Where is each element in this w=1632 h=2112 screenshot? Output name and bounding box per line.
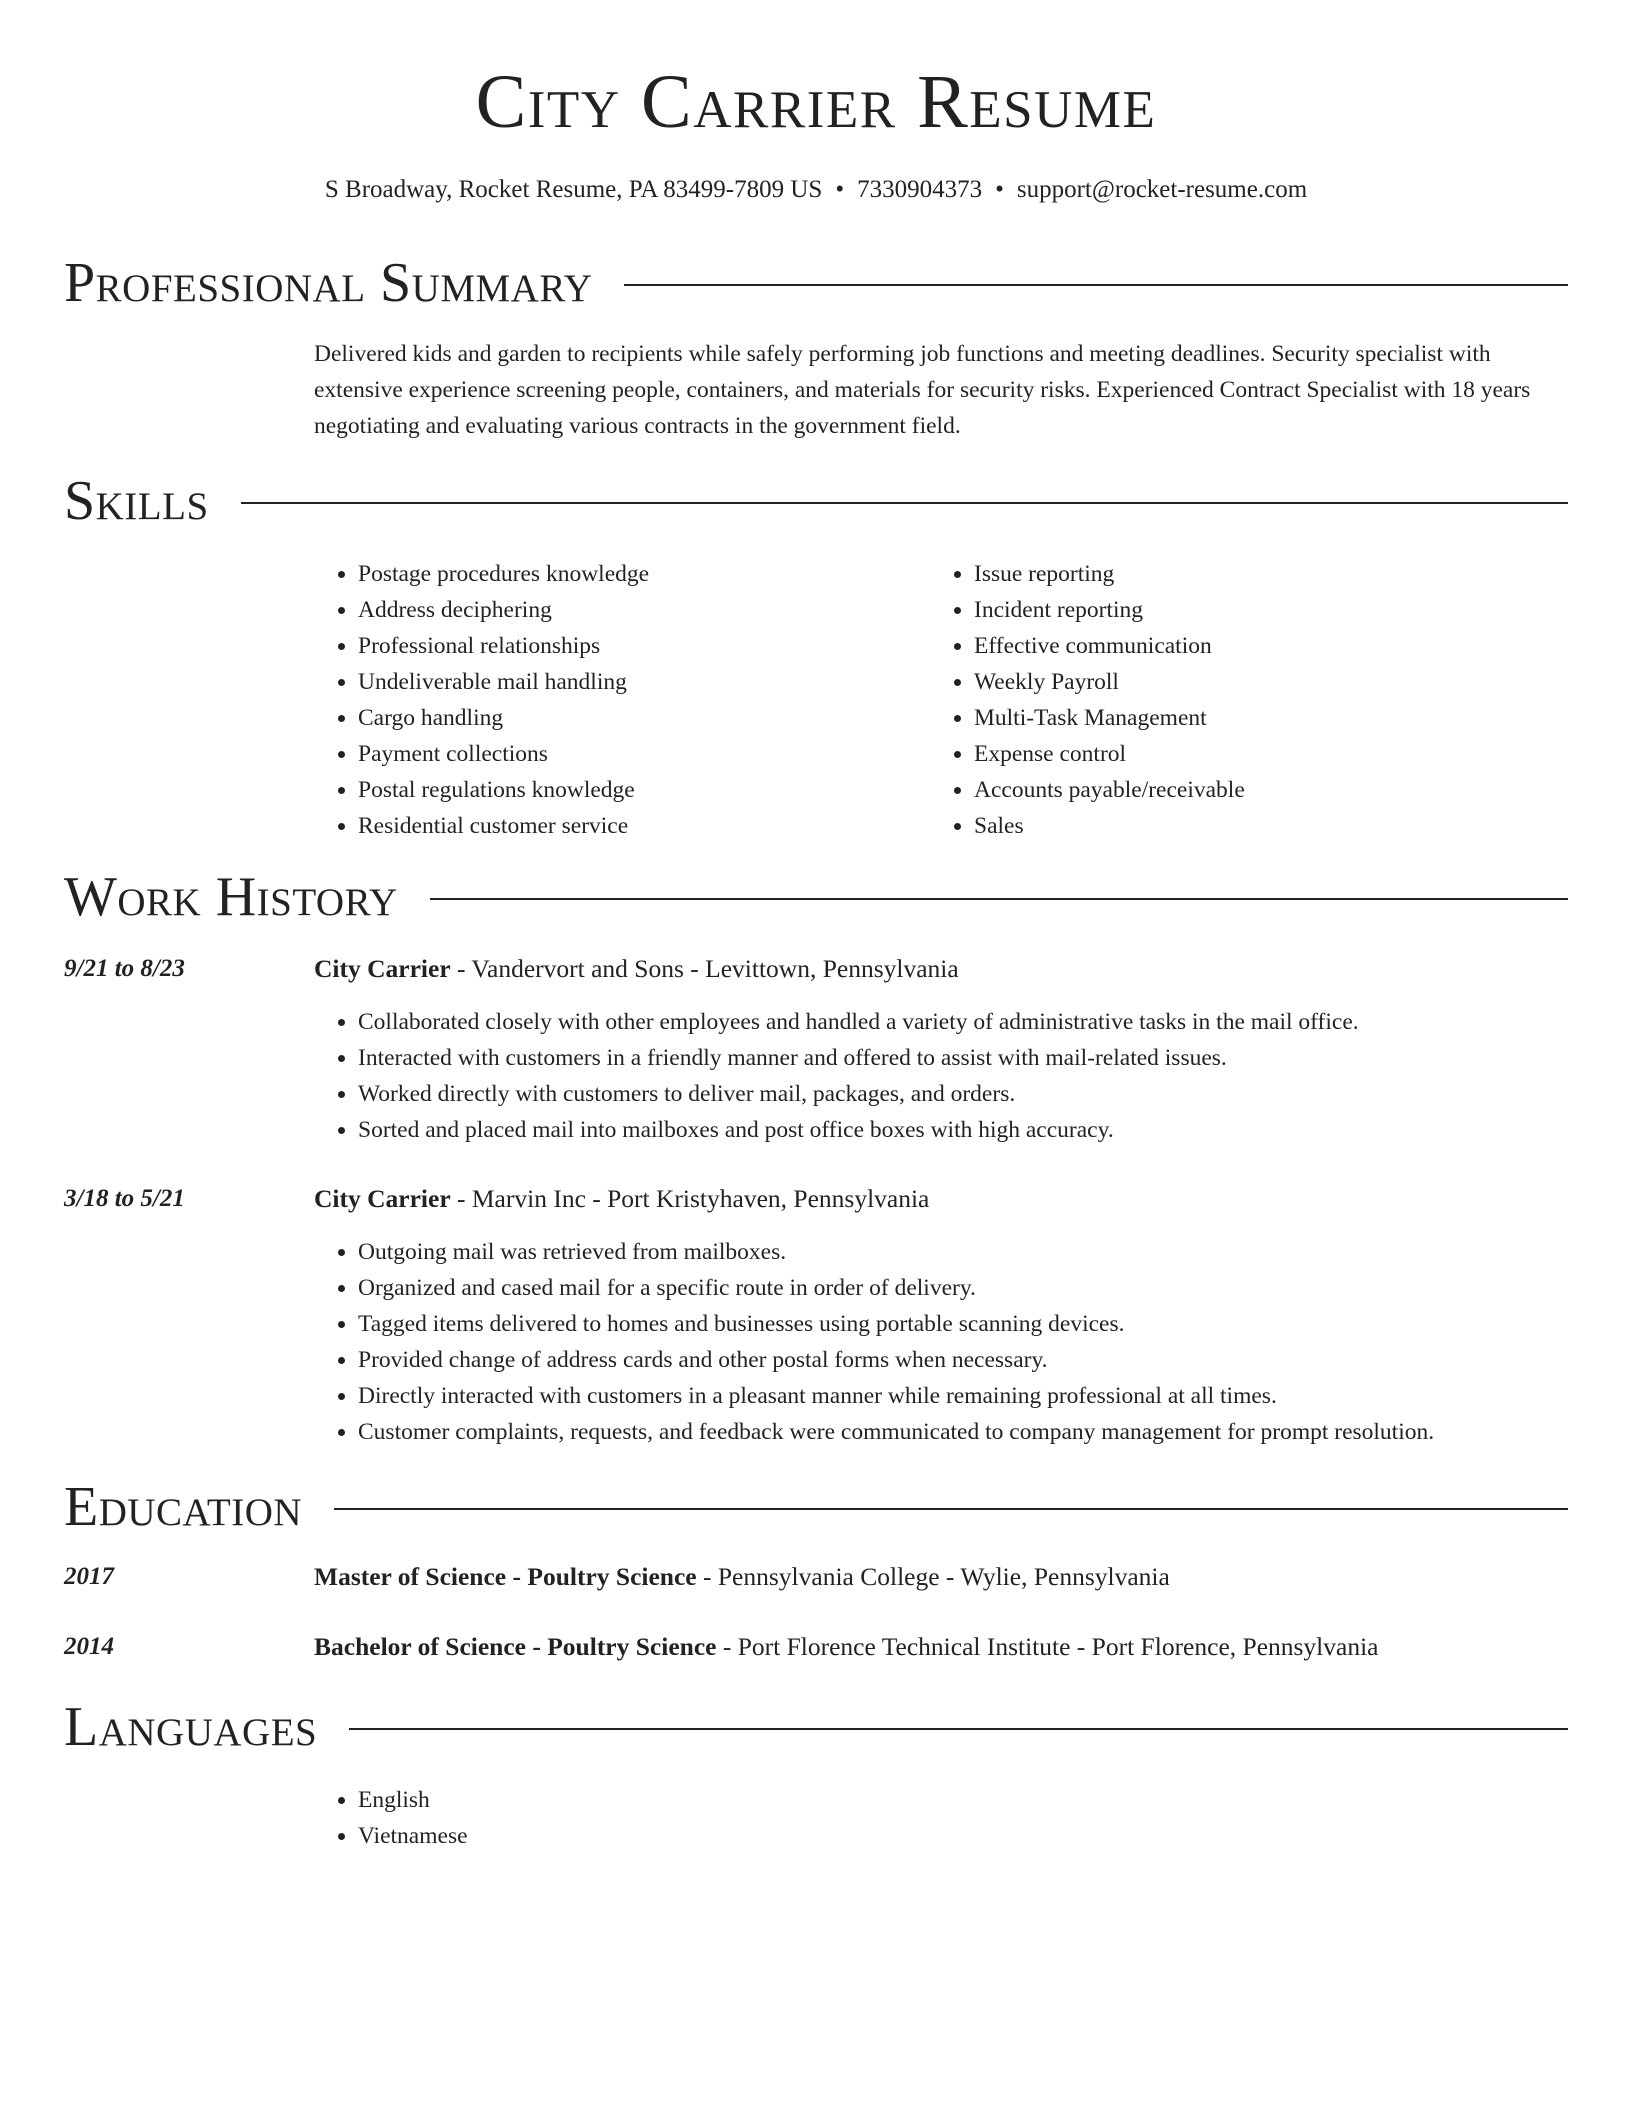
section-divider (241, 502, 1568, 504)
languages-section-header (64, 1692, 1568, 1762)
languages-heading: Languages (64, 1696, 318, 1758)
contact-separator: • (995, 176, 1004, 203)
skill-item: • Postal regulations knowledge (358, 772, 874, 808)
contact-address: S Broadway, Rocket Resume, PA 83499-7809 US (324, 176, 823, 203)
education-year: 2014 (64, 1633, 114, 1660)
education-section-header (64, 1472, 1568, 1542)
duty-item: • Sorted and placed mail into mailboxes and post office boxes with high accuracy. (358, 1112, 1574, 1148)
language-item: • Vietnamese (358, 1818, 1574, 1854)
skill-item: • Residential customer service (358, 808, 874, 844)
job-heading (314, 1182, 929, 1216)
skill-item: • Cargo handling (358, 700, 874, 736)
skills-column-right (930, 556, 1490, 844)
duty-item: • Collaborated closely with other employees and handled a variety of administrative tasks in the mail office. (358, 1004, 1574, 1040)
skill-item: • Accounts payable/receivable (974, 772, 1490, 808)
job-dates: 9/21 to 8/23 (64, 955, 185, 982)
job-duties (314, 1004, 1574, 1148)
skill-item: • Sales (974, 808, 1490, 844)
language-item: • English (358, 1782, 1574, 1818)
education-entry (314, 1560, 1170, 1594)
section-divider (430, 898, 1568, 900)
skill-item: • Expense control (974, 736, 1490, 772)
duty-item: • Worked directly with customers to deliver mail, packages, and orders. (358, 1076, 1574, 1112)
job-employer: - Marvin Inc - Port Kristyhaven, Pennsylvania (450, 1184, 930, 1213)
job-dates: 3/18 to 5/21 (64, 1185, 185, 1212)
education-degree: Master of Science - Poultry Science (314, 1562, 697, 1591)
languages-list (314, 1782, 1574, 1854)
job-duties (314, 1234, 1574, 1450)
work-heading: Work History (64, 866, 398, 928)
education-year: 2017 (64, 1563, 114, 1590)
resume-title: City Carrier Resume (475, 60, 1157, 144)
summary-section-header (64, 248, 1568, 318)
section-divider (349, 1728, 1568, 1730)
section-divider (624, 284, 1568, 286)
summary-text: Delivered kids and garden to recipients while safely performing job functions and meeting deadlines. Security specialist with extensive experience screening people, containers, and materials for security risks. Experienced Contract Specialist with 18 years negotiating and evaluating various contracts in the government field. (314, 341, 1531, 439)
skill-item: • Address deciphering (358, 592, 874, 628)
skill-item: • Issue reporting (974, 556, 1490, 592)
contact-email: support@rocket-resume.com (1016, 176, 1308, 203)
skill-item: • Weekly Payroll (974, 664, 1490, 700)
work-section-header (64, 862, 1568, 932)
skills-column-left (314, 556, 874, 844)
skill-item: • Effective communication (974, 628, 1490, 664)
skill-item: • Incident reporting (974, 592, 1490, 628)
job-title: City Carrier (314, 954, 451, 983)
contact-line (0, 174, 1632, 206)
duty-item: • Outgoing mail was retrieved from mailboxes. (358, 1234, 1574, 1270)
skill-item: • Undeliverable mail handling (358, 664, 874, 700)
education-degree: Bachelor of Science - Poultry Science (314, 1632, 717, 1661)
education-heading: Education (64, 1476, 303, 1538)
duty-item: • Provided change of address cards and other postal forms when necessary. (358, 1342, 1574, 1378)
job-heading (314, 952, 959, 986)
contact-phone: 7330904373 (857, 176, 983, 203)
duty-item: • Interacted with customers in a friendly manner and offered to assist with mail-related issues. (358, 1040, 1574, 1076)
duty-item: • Customer complaints, requests, and feedback were communicated to company management for prompt resolution. (358, 1414, 1574, 1450)
duty-item: • Organized and cased mail for a specific route in order of delivery. (358, 1270, 1574, 1306)
skill-item: • Professional relationships (358, 628, 874, 664)
education-entry (314, 1630, 1379, 1664)
duty-item: • Tagged items delivered to homes and businesses using portable scanning devices. (358, 1306, 1574, 1342)
skills-heading: Skills (64, 470, 209, 532)
skill-item: • Payment collections (358, 736, 874, 772)
summary-heading: Professional Summary (64, 252, 593, 314)
job-title: City Carrier (314, 1184, 451, 1213)
skill-item: • Multi-Task Management (974, 700, 1490, 736)
education-school: - Port Florence Technical Institute - Port Florence, Pennsylvania (716, 1632, 1379, 1661)
section-divider (334, 1508, 1568, 1510)
duty-item: • Directly interacted with customers in a pleasant manner while remaining professional at all times. (358, 1378, 1574, 1414)
contact-separator: • (835, 176, 845, 203)
skills-section-header (64, 466, 1568, 536)
skill-item: • Postage procedures knowledge (358, 556, 874, 592)
education-school: - Pennsylvania College - Wylie, Pennsylvania (696, 1562, 1170, 1591)
job-employer: - Vandervort and Sons - Levittown, Pennsylvania (450, 954, 959, 983)
